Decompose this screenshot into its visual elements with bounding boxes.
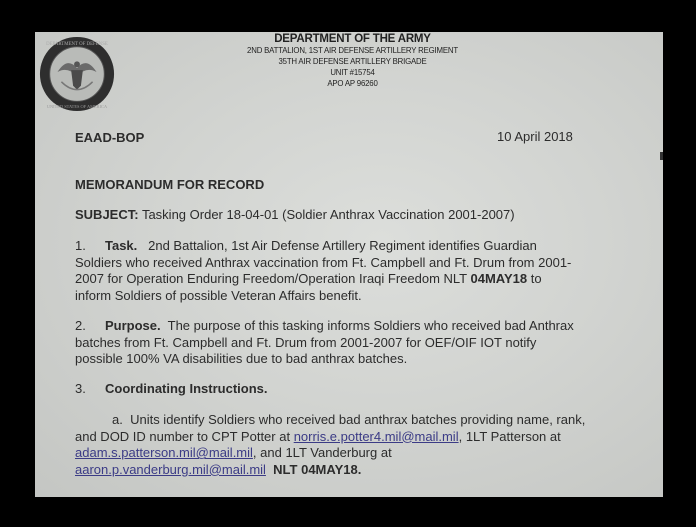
task-line-2: Soldiers who received Anthrax vaccination from Ft. Campbell and Ft. Drum from 2001- [75, 254, 572, 270]
page-edge-mark [660, 152, 663, 160]
task-line-3: 2007 for Operation Enduring Freedom/Operation Iraqi Freedom NLT [75, 271, 471, 287]
subparagraph-letter: a. [112, 412, 123, 427]
svg-text:DEPARTMENT OF DEFENSE: DEPARTMENT OF DEFENSE [46, 41, 108, 47]
task-line-3-end: to [527, 271, 542, 287]
letterhead-title: DEPARTMENT OF THE ARMY [274, 33, 431, 45]
sub-a-line-3-end: , and 1LT Vanderburg at [252, 445, 392, 461]
memo-document [35, 32, 663, 497]
paragraph-heading: Task. [105, 238, 138, 253]
paragraph-number: 1. [75, 238, 86, 253]
purpose-line-3: possible 100% VA disabilities due to bad anthrax batches. [75, 351, 408, 367]
paragraph-number: 3. [75, 381, 86, 396]
letterhead-unit-number: UNIT #15754 [330, 67, 375, 77]
sub-a-line-1: Units identify Soldiers who received bad anthrax batches providing name, rank, [130, 412, 586, 427]
task-line-1: 2nd Battalion, 1st Air Defense Artillery Regiment identifies Guardian [148, 238, 537, 253]
email-link-patterson[interactable]: adam.s.patterson.mil@mail.mil [75, 445, 253, 461]
paragraph-heading: Coordinating Instructions. [105, 381, 268, 396]
paragraph-purpose [75, 318, 635, 368]
subject-label: SUBJECT: [75, 207, 139, 222]
letterhead-brigade: 35TH AIR DEFENSE ARTILLERY BRIGADE [278, 56, 427, 66]
letterhead [175, 32, 530, 89]
purpose-line-1: The purpose of this tasking informs Soldiers who received bad Anthrax [167, 318, 574, 333]
email-link-vanderburg[interactable]: aaron.p.vanderburg.mil@mail.mil [75, 461, 266, 477]
purpose-line-2: batches from Ft. Campbell and Ft. Drum from 2001-2007 for OEF/OIF IOT notify [75, 334, 537, 350]
subject-text: Tasking Order 18-04-01 (Soldier Anthrax Vaccination 2001-2007) [138, 207, 515, 222]
subject-line [75, 207, 515, 222]
svg-text:UNITED STATES OF AMERICA: UNITED STATES OF AMERICA [46, 104, 108, 110]
office-symbol: EAAD-BOP [75, 130, 145, 145]
department-of-defense-seal-icon [38, 35, 116, 113]
sub-a-deadline: NLT 04MAY18. [273, 461, 362, 477]
memo-date: 10 April 2018 [497, 129, 573, 144]
task-deadline: 04MAY18 [470, 271, 528, 287]
sub-a-line-2: and DOD ID number to CPT Potter at [75, 428, 294, 444]
email-link-potter[interactable]: norris.e.potter4.mil@mail.mil [293, 428, 459, 444]
letterhead-apo: APO AP 96260 [327, 78, 378, 88]
paragraph-number: 2. [75, 318, 86, 333]
memo-heading: MEMORANDUM FOR RECORD [75, 177, 265, 192]
paragraph-coordinating-instructions [75, 381, 635, 398]
subparagraph-a [75, 412, 635, 478]
paragraph-task [75, 238, 635, 304]
sub-a-line-2-end: , 1LT Patterson at [458, 428, 561, 444]
paragraph-heading: Purpose. [105, 318, 161, 333]
task-line-4: inform Soldiers of possible Veteran Affairs benefit. [75, 287, 362, 303]
letterhead-unit: 2ND BATTALION, 1ST AIR DEFENSE ARTILLERY REGIMENT [247, 45, 458, 55]
